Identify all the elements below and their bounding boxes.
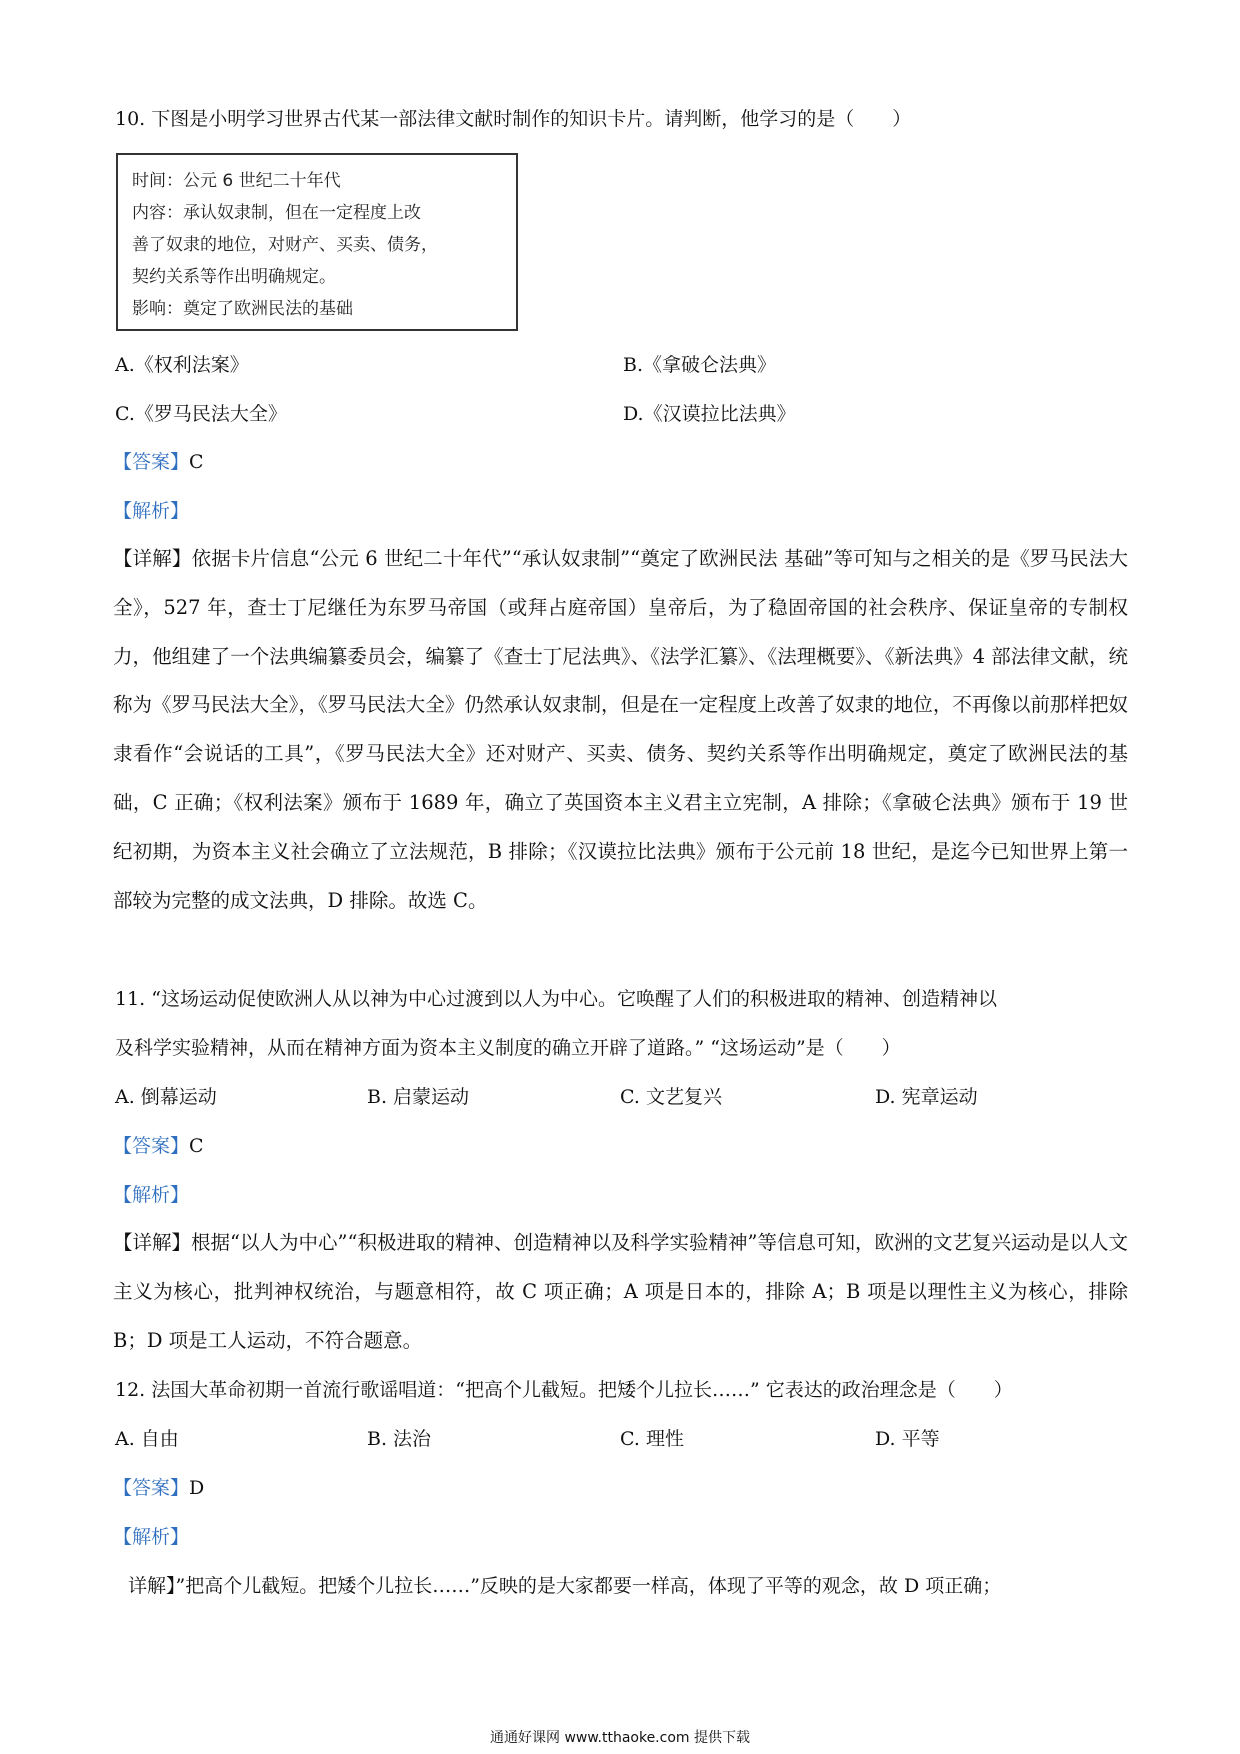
q10-option-d: D.《汉谟拉比法典》 (623, 403, 796, 425)
q11-option-c: C. 文艺复兴 (620, 1086, 722, 1108)
q10-option-b: B.《拿破仑法典》 (623, 354, 777, 376)
q11-option-a: A. 倒幕运动 (115, 1086, 217, 1108)
card-line: 善了奴隶的地位，对财产、买卖、债务， (132, 235, 438, 255)
q12-option-a: A. 自由 (115, 1428, 179, 1450)
q10-option-a: A.《权利法案》 (115, 354, 249, 376)
detail-text: 根据“以人为中心”“积极进取的精神、创造精神以及科学实验精神”等信息可知，欧洲的文艺复兴运动是以人文主义为核心，批判神权统治，与题意相符，故 C 项正确；A 项是日本的，排除 A；B 项是以理性主义为核心，排除 B；D 项是工人运动，不符合题意。 (113, 1231, 1128, 1352)
q12-detail: 详解】”把高个儿截短。把矮个儿拉长……”反映的是大家都要一样高，体现了平等的观念，故 D 项正确； (128, 1575, 1002, 1597)
card-line: 契约关系等作出明确规定。 (132, 267, 336, 287)
answer-value: C (189, 451, 204, 473)
q10-stem: 10. 下图是小明学习世界古代某一部法律文献时制作的知识卡片。请判断，他学习的是（ ） (115, 108, 912, 130)
q12-option-c: C. 理性 (620, 1428, 684, 1450)
q10-analysis-tag: 【解析】 (113, 500, 190, 522)
q12-answer (113, 1474, 204, 1502)
q11-analysis-tag: 【解析】 (113, 1184, 190, 1206)
answer-tag: 【答案】 (113, 451, 190, 473)
q11-stem-2: 及科学实验精神，从而在精神方面为资本主义制度的确立开辟了道路。” “这场运动”是（ ） (115, 1037, 901, 1059)
q12-option-b: B. 法治 (367, 1428, 432, 1450)
card-line: 时间：公元 6 世纪二十年代 (132, 171, 341, 191)
q11-option-b: B. 启蒙运动 (367, 1086, 470, 1108)
knowledge-card (116, 153, 518, 331)
q10-option-c: C.《罗马民法大全》 (115, 403, 287, 425)
answer-value: D (189, 1477, 205, 1499)
q11-detail (113, 1219, 1128, 1365)
q12-option-d: D. 平等 (875, 1428, 940, 1450)
card-line: 影响：奠定了欧洲民法的基础 (132, 299, 353, 319)
detail-text: 依据卡片信息“公元 6 世纪二十年代”“承认奴隶制”“奠定了欧洲民法 基础”等可知与之相关的是《罗马民法大全》，527 年，查士丁尼继任为东罗马帝国（或拜占庭帝国）皇帝后，为了稳固帝国的社会秩序、保证皇帝的专制权力，他组建了一个法典编纂委员会，编纂了《查士丁尼法典》、《法学汇纂》、《法理概要》、《新法典》4 部法律文献，统称为《罗马民法大全》，《罗马民法大全》仍然承认奴隶制，但是在一定程度上改善了奴隶的地位，不再像以前那样把奴隶看作“会说话的工具”，《罗马民法大全》还对财产、买卖、债务、契约关系等作出明确规定，奠定了欧洲民法的基础，C 正确；《权利法案》颁布于 1689 年，确立了英国资本主义君主立宪制，A 排除；《拿破仑法典》颁布于 19 世纪初期，为资本主义社会确立了立法规范，B 排除；《汉谟拉比法典》颁布于公元前 18 世纪，是迄今已知世界上第一部较为完整的成文法典，D 排除。故选 C。 (113, 547, 1128, 912)
q12-analysis-tag: 【解析】 (113, 1526, 190, 1548)
answer-tag: 【答案】 (113, 1135, 190, 1157)
q11-stem-1: 11. “这场运动促使欧洲人从以神为中心过渡到以人为中心。它唤醒了人们的积极进取的精神、创造精神以 (115, 988, 997, 1010)
detail-tag: 【详解】 (113, 1231, 192, 1254)
q11-option-d: D. 宪章运动 (875, 1086, 978, 1108)
q10-detail (113, 535, 1128, 925)
answer-tag: 【答案】 (113, 1477, 190, 1499)
detail-tag: 【详解】 (113, 547, 192, 570)
card-line: 内容：承认奴隶制，但在一定程度上改 (132, 203, 421, 223)
answer-value: C (189, 1135, 204, 1157)
q10-answer (113, 448, 204, 476)
page-footer: 通通好课网 www.tthaoke.com 提供下载 (490, 1730, 750, 1746)
q11-answer (113, 1132, 204, 1160)
q12-stem: 12. 法国大革命初期一首流行歌谣唱道：“把高个儿截短。把矮个儿拉长……” 它表达的政治理念是（ ） (115, 1379, 1013, 1401)
